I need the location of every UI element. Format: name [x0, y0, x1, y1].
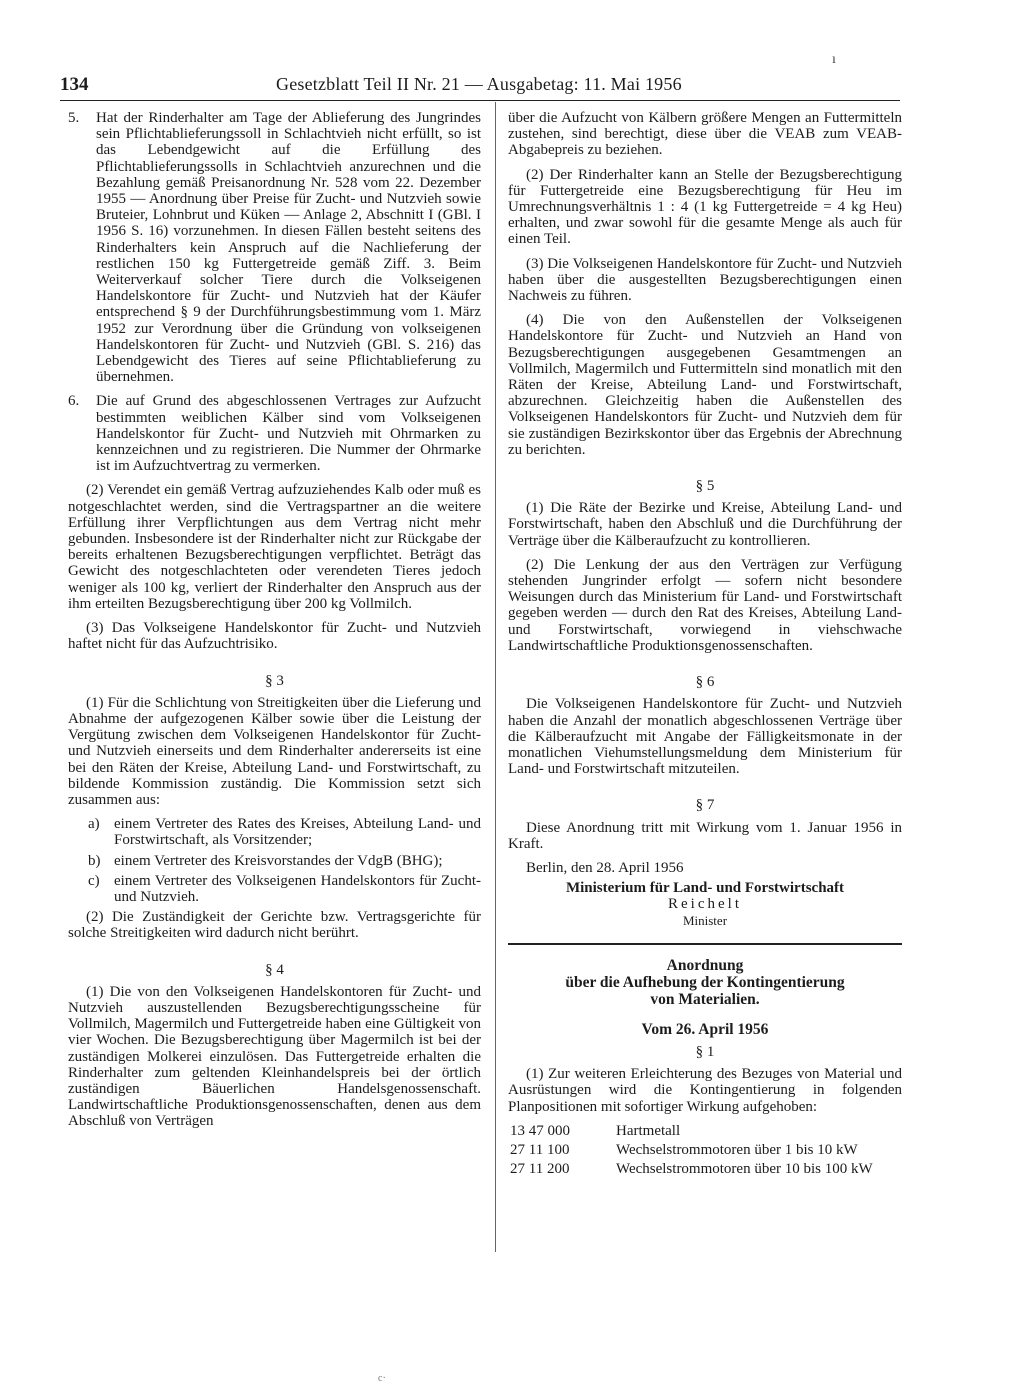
order-date: Vom 26. April 1956 [641, 1020, 769, 1038]
signer-name: Reichelt [668, 896, 742, 913]
section-heading: § 6 [695, 674, 715, 691]
list-label: b) [88, 852, 101, 869]
right-column [508, 110, 902, 1180]
page-number: 134 [60, 74, 89, 95]
paragraph: (3) Das Volkseigene Handelskontor für Zucht- und Nutzvieh haftet nicht für das Aufzuchtrisiko. [68, 620, 481, 653]
ministry-name: Ministerium für Land- und Forstwirtschaft [565, 880, 845, 897]
corner-mark: ı [832, 52, 836, 67]
paragraph: Diese Anordnung tritt mit Wirkung vom 1. Januar 1956 in Kraft. [508, 819, 902, 852]
paragraph: (1) Die von den Volkseigenen Handelskontoren für Zucht- und Nutzvieh auszustellenden Bezugsberechtigungsscheine für Vollmilch, Magermilch und Futtergetreide haben eine Gültigkeit von vier Wochen. Die Bezugsberechtigung über Magermilch ist bei der zuständigen Molkerei einzulösen. Das Futtergetreide erhalten die Rinderhalter zum geltenden Kleinhandelspreis bei der örtlich zuständigen Bäuerlichen Handelsgenossenschaft. Landwirtschaftliche Produktionsgenossenschaften, denen aus dem Abschluß von Verträgen [68, 983, 481, 1130]
position-row [508, 1123, 902, 1139]
list-text: einem Vertreter des Volkseigenen Handelskontors für Zucht- und Nutzvieh. [114, 872, 481, 905]
item-number: 5. [68, 110, 80, 126]
order-title: über die Aufhebung der Kontingentierung [565, 973, 845, 991]
position-code: 27 11 100 [510, 1141, 570, 1158]
list-item [68, 853, 481, 869]
position-code: 13 47 000 [510, 1122, 570, 1139]
section-heading: § 1 [695, 1043, 715, 1060]
list-label: a) [88, 816, 100, 833]
section-heading: § 3 [265, 672, 284, 689]
footer-mark: c· [378, 1373, 386, 1384]
position-code: 27 11 200 [510, 1161, 570, 1178]
paragraph: (1) Für die Schlichtung von Streitigkeiten über die Lieferung und Abnahme der aufgezogenen Kälber sowie über die Leistung der Vergütung zwischen dem Volkseigenen Handelskontor für Zucht- und Nutzvieh einerseits und dem Rinderhalter andererseits ist eine bei den Räten der Kreise, Abteilung Land- und Forstwirtschaft, zu bildende Kommission zuständig. Die Kommission setzt sich zusammen aus: [68, 694, 481, 808]
item-text: Hat der Rinderhalter am Tage der Ablieferung des Jungrindes sein Pflichtablieferungssoll in Schlachtvieh nicht erfüllt, so ist das Lebendgewicht auf die Erfüllung des Pflichtablieferungssolls in Schlachtvieh anzurechnen und die Bezahlung gemäß Preisanordnung Nr. 528 vom 22. Dezember 1955 — Anordnung über Preise für Zucht- und Nutzvieh sowie Bruteier, Lohnbrut und Küken — Anlage 2, Abschnitt I (GBl. I 1956 S. 16) vorzunehmen. In diesen Fällen besteht seitens des Rinderhalters kein Anspruch auf die Nachlieferung der restlichen 150 kg Futtergetreide gemäß Ziff. 3. Beim Weiterverkauf solcher Tiere durch die Volkseigenen Handelskontore für Zucht- und Nutzvieh hat der Käufer entsprechend § 9 der Durchführungsbestimmung vom 1. März 1952 zur Verordnung über die Gründung von volkseigenen Handelskontoren für Zucht- und Nutzvieh (GBl. S. 216) das Lebendgewicht des Tieres auf seine Pflichtablieferung zu übernehmen. [96, 110, 481, 386]
paragraph: Die Volkseigenen Handelskontore für Zucht- und Nutzvieh haben die Anzahl der monatlich abgeschlossenen Verträge über die Kälberaufzucht mit Angabe der Fälligkeitsmonate in der monatlichen Viehumstellungsmeldung dem Ministerium für Land- und Forstwirtschaft mitzuteilen. [508, 696, 902, 778]
list-item [68, 873, 481, 905]
paragraph-continued: über die Aufzucht von Kälbern größere Mengen an Futtermitteln zustehen, sind berechtigt, diese über die VEAB zum VEAB-Abgabepreis zu beziehen. [508, 110, 902, 159]
paragraph: (1) Zur weiteren Erleichterung des Bezuges von Material und Ausrüstungen wird die Kontingentierung in folgenden Planpositionen mit sofortiger Wirkung aufgehoben: [508, 1066, 902, 1115]
paragraph: (2) Der Rinderhalter kann an Stelle der Bezugsberechtigung für Futtergetreide eine Bezugsberechtigung für Heu im Umrechnungsverhältnis 1 : 4 (1 kg Futtergetreide = 4 kg Heu) erhalten, und zwar sowohl für die gesamte Menge als auch für einen Teil. [508, 166, 902, 248]
paragraph: (3) Die Volkseigenen Handelskontore für Zucht- und Nutzvieh haben über die ausgestellten Bezugsberechtigungen einen Nachweis zu führen. [508, 255, 902, 305]
numbered-item-6 [68, 393, 481, 474]
header-title: Gesetzblatt Teil II Nr. 21 — Ausgabetag: 11. Mai 1956 [276, 74, 682, 94]
position-row [508, 1142, 902, 1158]
signer-role: Minister [682, 912, 728, 928]
section-rule [508, 943, 902, 945]
numbered-item-5 [68, 110, 481, 385]
list-text: einem Vertreter des Kreisvorstandes der VdgB (BHG); [114, 852, 443, 869]
paragraph: (4) Die von den Außenstellen der Volkseigenen Handelskontore für Zucht- und Nutzvieh an Hand von Bezugsberechtigungen ausgegebenen Gesamtmengen an Vollmilch, Magermilch und Futtermitteln sind monatlich mit den Räten der Kreise, Abteilung Land- und Forstwirtschaft, abzurechnen. Gleichzeitig haben die Außenstellen des Volkseigenen Handelskontors für Zucht- und Nutzvieh dem für sie zuständigen Bezirkskontor über das Ergebnis der Abrechnung zu berichten. [508, 312, 902, 458]
paragraph: (2) Die Zuständigkeit der Gerichte bzw. Vertragsgerichte für solche Streitigkeiten wird dadurch nicht berührt. [68, 909, 481, 942]
position-row [508, 1161, 902, 1177]
section-heading: § 7 [695, 797, 715, 814]
list-text: einem Vertreter des Rates des Kreises, Abteilung Land- und Forstwirtschaft, als Vorsitzender; [114, 816, 481, 849]
item-number: 6. [68, 393, 80, 410]
position-name: Wechselstrommotoren über 1 bis 10 kW [616, 1141, 858, 1158]
section-heading: § 5 [695, 478, 715, 495]
position-name: Hartmetall [616, 1122, 681, 1139]
item-text: Die auf Grund des abgeschlossenen Vertrages zur Aufzucht bestimmten weiblichen Kälber sind vom Volkseigenen Handelskontor für Zucht- und Nutzvieh mit Ohrmarken zu kennzeichnen und zu registrieren. Die Nummer der Ohrmarke ist im Aufzuchtvertrag zu vermerken. [96, 393, 481, 475]
list-item [68, 816, 481, 848]
order-title: Anordnung [666, 956, 744, 974]
paragraph: (2) Die Lenkung der aus den Verträgen zur Verfügung stehenden Jungrinder erfolgt — sofern nicht besondere Weisungen durch das Ministerium für Land- und Forstwirtschaft gegeben werden — durch den Rat des Kreises, Abteilung Land- und Forstwirtschaft, vorwiegend in viehschwache Landwirtschaftliche Produktionsgenossenschaften. [508, 556, 902, 654]
left-column [68, 110, 481, 1138]
position-name: Wechselstrommotoren über 10 bis 100 kW [616, 1161, 873, 1178]
paragraph: (2) Verendet ein gemäß Vertrag aufzuziehendes Kalb oder muß es notgeschlachtet werden, sind die Vertragspartner an die weitere Erfüllung ihrer Verpflichtungen aus dem Vertrag nicht mehr gebunden. Insbesondere ist der Rinderhalter nicht zur Rückgabe der bereits erhaltenen Bezugsberechtigungen verpflichtet. Beträgt das Gewicht des notgeschlachteten oder verendeten Tieres jedoch weniger als 100 kg, verliert der Rinderhalter den Anspruch aus der ihm erteilten Bezugsberechtigung über 200 kg Vollmilch. [68, 482, 481, 612]
list-label: c) [88, 872, 100, 889]
paragraph: (1) Die Räte der Bezirke und Kreise, Abteilung Land- und Forstwirtschaft, haben den Abschluß und die Durchführung der Verträge über die Kälberaufzucht zu kontrollieren. [508, 500, 902, 549]
column-divider [495, 102, 496, 1252]
page-header [60, 74, 900, 101]
place-date: Berlin, den 28. April 1956 [526, 859, 684, 876]
order-title: von Materialien. [650, 990, 760, 1008]
section-heading: § 4 [265, 961, 284, 978]
